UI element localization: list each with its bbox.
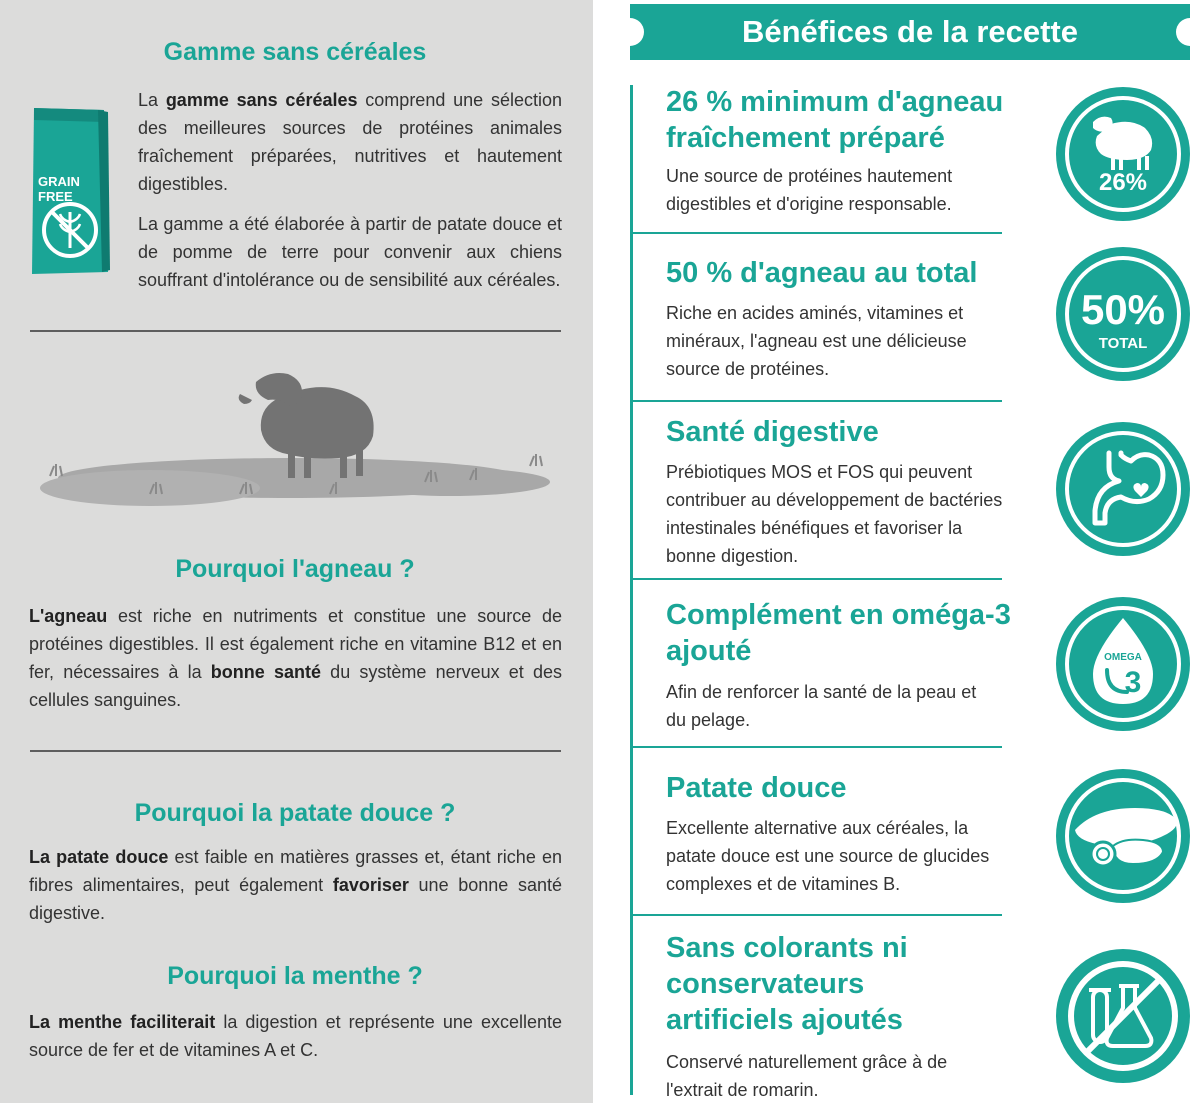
percent-badge-icon: [1053, 244, 1193, 384]
grain-free-title: Gamme sans céréales: [163, 38, 427, 66]
benefit-title: 26 % minimum d'agneau fraîchement préparé: [666, 86, 1004, 154]
benefit-title: Santé digestive: [666, 416, 879, 448]
badge-label: 50%: [1080, 286, 1166, 333]
benefit-title: Patate douce: [666, 772, 847, 804]
benefit-text: Prébiotiques MOS et FOS qui peuvent contribuer au développement de bactéries intestinales bénéfiques et favoriser la bonne digestion.: [666, 462, 1003, 566]
benefit-divider: [630, 914, 1002, 916]
benefit-divider: [630, 232, 1002, 234]
badge-label: OMEGA: [1104, 652, 1142, 663]
benefit-text: Afin de renforcer la santé de la peau et du pelage.: [666, 682, 977, 730]
benefit-text: Une source de protéines hautement digestibles et d'origine responsable.: [666, 166, 953, 214]
left-panel: [0, 0, 593, 1103]
lamb-title: Pourquoi l'agneau ?: [175, 555, 415, 583]
benefit-title: Complément en oméga-3 ajouté: [666, 599, 1011, 667]
badge-label: 26%: [1098, 169, 1148, 196]
sheep-field-illustration: [30, 370, 570, 520]
mint-title: Pourquoi la menthe ?: [167, 962, 423, 990]
benefits-timeline: [630, 85, 633, 1095]
bag-label: GRAIN FREE: [38, 174, 80, 204]
benefit-title: Sans colorants ni conservateurs artificiels ajoutés: [666, 932, 908, 1036]
mint-paragraph: La menthe faciliterait la digestion et représente une excellente source de fer et de vitamines A et C.: [29, 1012, 562, 1060]
benefit-text: Riche en acides aminés, vitamines et minéraux, l'agneau est une délicieuse source de protéines.: [666, 303, 967, 379]
stomach-icon: [1053, 419, 1193, 559]
badge-number: 3: [1124, 666, 1142, 699]
sweet-potato-title: Pourquoi la patate douce ?: [134, 799, 456, 827]
sweet-potato-paragraph: La patate douce est faible en matières grasses et, étant riche en fibres alimentaires, peut également favoriser une bonne santé digestive.: [29, 847, 563, 923]
badge-sub: TOTAL: [1098, 335, 1148, 352]
benefit-text: Excellente alternative aux céréales, la patate douce est une source de glucides complexes et de vitamines B.: [666, 818, 990, 894]
lamb-paragraph: L'agneau est riche en nutriments et constitue une source de protéines digestibles. Il est également riche en vitamine B12 et en fer, nécessaires à la bonne santé du système nerveux et des cellules sanguines.: [29, 606, 562, 710]
benefits-banner: [630, 4, 1190, 60]
benefit-title: 50 % d'agneau au total: [666, 257, 978, 289]
grain-free-paragraph-2: La gamme a été élaborée à partir de patate douce et de pomme de terre pour convenir aux chiens souffrant d'intolérance ou de sensibilité aux céréales.: [138, 214, 562, 290]
sweet-potato-icon: [1053, 766, 1193, 906]
divider: [30, 750, 561, 752]
benefit-divider: [630, 400, 1002, 402]
omega-drop-icon: [1053, 594, 1193, 734]
benefit-divider: [630, 578, 1002, 580]
benefit-divider: [630, 746, 1002, 748]
divider: [30, 330, 561, 332]
no-chemicals-icon: [1053, 946, 1193, 1086]
banner-title: Bénéfices de la recette: [741, 14, 1078, 49]
sheep-icon: [1053, 84, 1193, 224]
benefit-text: Conservé naturellement grâce à de l'extrait de romarin.: [666, 1052, 948, 1100]
grain-free-paragraph-1: La gamme sans céréales comprend une sélection des meilleures sources de protéines animales fraîchement préparées, nutritives et hautement digestibles.: [138, 90, 562, 194]
